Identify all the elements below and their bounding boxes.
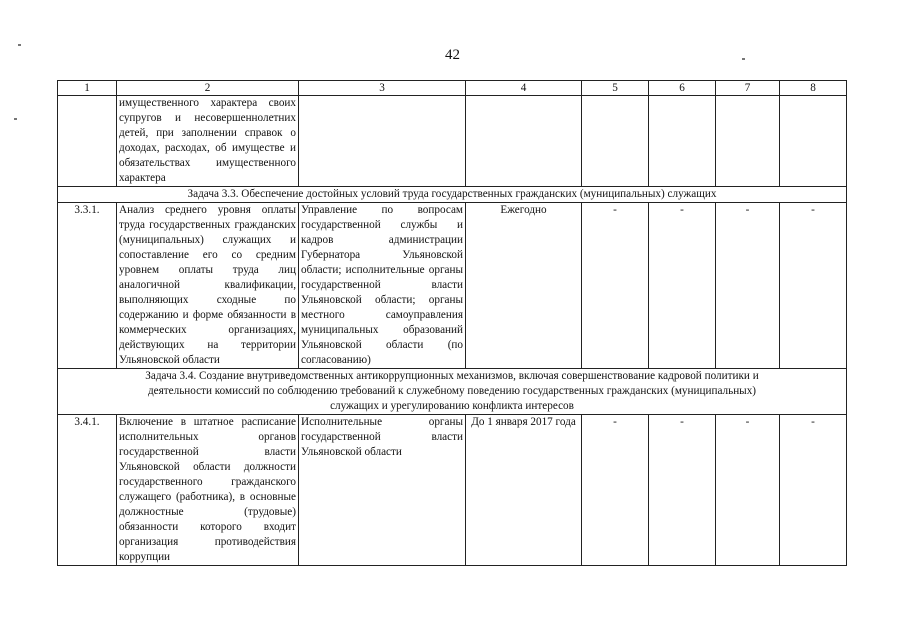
scan-speck	[14, 118, 17, 120]
measure-cell: имущественного характера своих супругов и несовершеннолетних детей, при заполнении справок о доходах, расходах, об имуществе и обязательствах имущественного характера	[117, 96, 299, 187]
column-header: 5	[582, 81, 649, 96]
column-7-cell: -	[716, 415, 780, 566]
column-header: 4	[466, 81, 582, 96]
term-cell: Ежегодно	[466, 203, 582, 369]
scan-speck	[742, 58, 745, 60]
task-heading: Задача 3.4. Создание внутриведомственных антикоррупционных механизмов, включая совершенствование кадровой политики и деятельности комиссий по соблюдению требований к служебному поведению государственных гражданских (муниципальных) служащих и урегулированию конфликта интересов	[58, 369, 847, 415]
column-6-cell: -	[649, 203, 716, 369]
column-header: 6	[649, 81, 716, 96]
table-row-3-3-1	[58, 203, 847, 369]
table-header-row	[58, 81, 847, 96]
column-6-cell	[649, 96, 716, 187]
measure-cell: Включение в штатное расписание исполнительных органов государственной власти Ульяновской области должности государственного гражданского служащего (работника), в основные должностные (трудовые) обязанности которого входит организация противодействия коррупции	[117, 415, 299, 566]
term-cell	[466, 96, 582, 187]
column-5-cell: -	[582, 415, 649, 566]
column-header: 8	[780, 81, 847, 96]
task-row-3-4	[58, 369, 847, 415]
measures-table	[57, 80, 847, 566]
column-6-cell: -	[649, 415, 716, 566]
scan-speck	[18, 44, 21, 46]
column-8-cell: -	[780, 203, 847, 369]
executor-cell: Управление по вопросам государственной службы и кадров администрации Губернатора Ульяновской области; исполнительные органы государственной власти Ульяновской области; органы местного самоуправления муниципальных образований Ульяновской области (по согласованию)	[299, 203, 466, 369]
row-number-cell	[58, 96, 117, 187]
column-7-cell: -	[716, 203, 780, 369]
table-row-3-4-1	[58, 415, 847, 566]
task-row-3-3	[58, 187, 847, 203]
task-heading: Задача 3.3. Обеспечение достойных условий труда государственных гражданских (муниципальных) служащих	[58, 187, 847, 203]
executor-cell: Исполнительные органы государственной власти Ульяновской области	[299, 415, 466, 566]
executor-cell	[299, 96, 466, 187]
row-number-cell: 3.3.1.	[58, 203, 117, 369]
column-header: 3	[299, 81, 466, 96]
term-cell: До 1 января 2017 года	[466, 415, 582, 566]
page-number: 42	[445, 47, 460, 63]
row-number-cell: 3.4.1.	[58, 415, 117, 566]
column-header: 7	[716, 81, 780, 96]
column-5-cell	[582, 96, 649, 187]
column-5-cell: -	[582, 203, 649, 369]
table-row-continuation	[58, 96, 847, 187]
column-8-cell: -	[780, 415, 847, 566]
column-header: 2	[117, 81, 299, 96]
column-7-cell	[716, 96, 780, 187]
measure-cell: Анализ среднего уровня оплаты труда государственных гражданских (муниципальных) служащих и сопоставление его со средним уровнем оплаты труда лиц аналогичной квалификации, выполняющих сходные по содержанию и форме обязанности в коммерческих организациях, действующих на территории Ульяновской области	[117, 203, 299, 369]
column-8-cell	[780, 96, 847, 187]
column-header: 1	[58, 81, 117, 96]
